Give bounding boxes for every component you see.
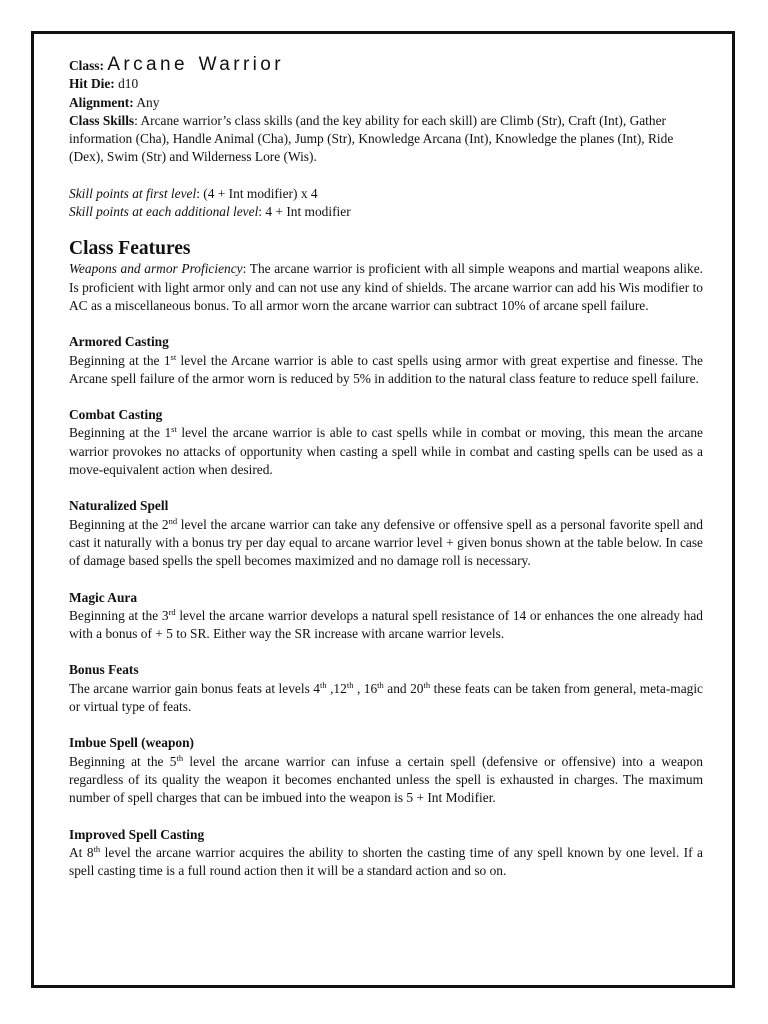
feature-title-imbue-spell: Imbue Spell (weapon) [69, 735, 194, 751]
weapons-paragraph: Weapons and armor Proficiency: The arcane warrior is proficient with all simple weapons and martial weapons alike. Is proficient with light armor only and can not use any kind of shields. The arcane warrior can add his Wis modifier to AC as a miscellaneous bonus. To all armor worn the arcane warrior can subtract 10% of arcane spell failure. [69, 261, 703, 313]
class-skills-text: Arcane warrior’s class skills (and the key ability for each skill) are Climb (Str), Craft (Int), Gather information (Cha), Handle Animal (Cha), Jump (Str), Knowledge Arcana (Int), Knowledge the planes (Int), Ride (Dex), Swim (Str) and Wilderness Lore (Wis). [69, 112, 674, 165]
feature-title-bonus-feats: Bonus Feats [69, 662, 139, 678]
class-line: Class: Arcane Warrior [69, 54, 284, 75]
feature-text-improved-spell-casting: At 8th level the arcane warrior acquires the ability to shorten the casting time of any spell known by one level. If a spell casting time is a full round action then it will be a standard action and so on. [69, 843, 703, 879]
skill-additional-label: Skill points at each additional level [69, 204, 259, 220]
feature-title-magic-aura: Magic Aura [69, 589, 138, 605]
feature-title-improved-spell-casting: Improved Spell Casting [69, 826, 205, 842]
class-skills-label: Class Skills [69, 112, 135, 128]
document-page [31, 31, 735, 988]
alignment-value: Any [136, 94, 160, 110]
feature-text-combat-casting: Beginning at the 1st level the arcane warrior is able to cast spells while in combat or moving, this mean the arcane warrior provokes no attacks of opportunity when casting a spell while in combat and casting spells can be used as a move-equivalent action when desired. [69, 424, 703, 478]
hit-die-line: Hit Die: d10 [69, 76, 139, 92]
skill-first-line: Skill points at first level: (4 + Int modifier) x 4 [69, 185, 318, 201]
skill-first-value: (4 + Int modifier) x 4 [203, 185, 318, 201]
class-skills-line: Class Skills: Arcane warrior’s class skills (and the key ability for each skill) are Climb (Str), Craft (Int), Gather information (Cha), Handle Animal (Cha), Jump (Str), Knowledge Arcana (Int), Knowledge the planes (Int), Ride (Dex), Swim (Str) and Wilderness Lore (Wis). [69, 112, 674, 165]
alignment-label: Alignment [69, 94, 130, 110]
skill-first-label: Skill points at first level [69, 185, 197, 201]
feature-title-armored-casting: Armored Casting [69, 334, 169, 350]
hit-die-value: d10 [118, 76, 139, 92]
feature-text-naturalized-spell: Beginning at the 2nd level the arcane warrior can take any defensive or offensive spell as a personal favorite spell and cast it naturally with a bonus try per day equal to arcane warrior level + given bonus shown at the table below. In case of damage based spells the spell becomes maximized and no damage roll is necessary. [69, 515, 703, 569]
weapons-label: Weapons and armor Proficiency [69, 261, 243, 277]
feature-title-combat-casting: Combat Casting [69, 407, 163, 423]
class-label: Class [69, 58, 100, 73]
skill-additional-value: 4 + Int modifier [265, 204, 351, 220]
alignment-line: Alignment: Any [69, 94, 160, 110]
feature-text-magic-aura: Beginning at the 3rd level the arcane warrior develops a natural spell resistance of 14 or enhances the one already had with a bonus of + 5 to SR. Either way the SR increase with arcane warrior levels. [69, 606, 703, 642]
skill-additional-line: Skill points at each additional level: 4 + Int modifier [69, 204, 351, 220]
weapons-text: The arcane warrior is proficient with all simple weapons and martial weapons alike. Is proficient with light armor only and can not use any kind of shields. The arcane warrior can add his Wis modifier to AC as a miscellaneous bonus. To all armor worn the arcane warrior can subtract 10% of arcane spell failure. [69, 261, 703, 313]
feature-text-imbue-spell: Beginning at the 5th level the arcane warrior can infuse a certain spell (defensive or offensive) into a weapon regardless of its quality the weapon it becomes enchanted unless the spell is exhausted in charges. The maximum number of spell charges that can be imbued into the weapon is 5 + Int Modifier. [69, 752, 703, 806]
feature-title-naturalized-spell: Naturalized Spell [69, 498, 169, 514]
class-name: Arcane Warrior [107, 54, 284, 75]
document-content [69, 56, 703, 880]
hit-die-label: Hit Die [69, 76, 111, 92]
feature-text-bonus-feats: The arcane warrior gain bonus feats at levels 4th ,12th , 16th and 20th these feats can be taken from general, meta-magic or virtual type of feats. [69, 679, 704, 715]
feature-text-armored-casting: Beginning at the 1st level the Arcane warrior is able to cast spells using armor with great expertise and finesse. The Arcane spell failure of the armor worn is reduced by 5% in addition to the natural class feature to reduce spell failure. [69, 351, 703, 386]
section-title-class-features: Class Features [69, 238, 191, 260]
